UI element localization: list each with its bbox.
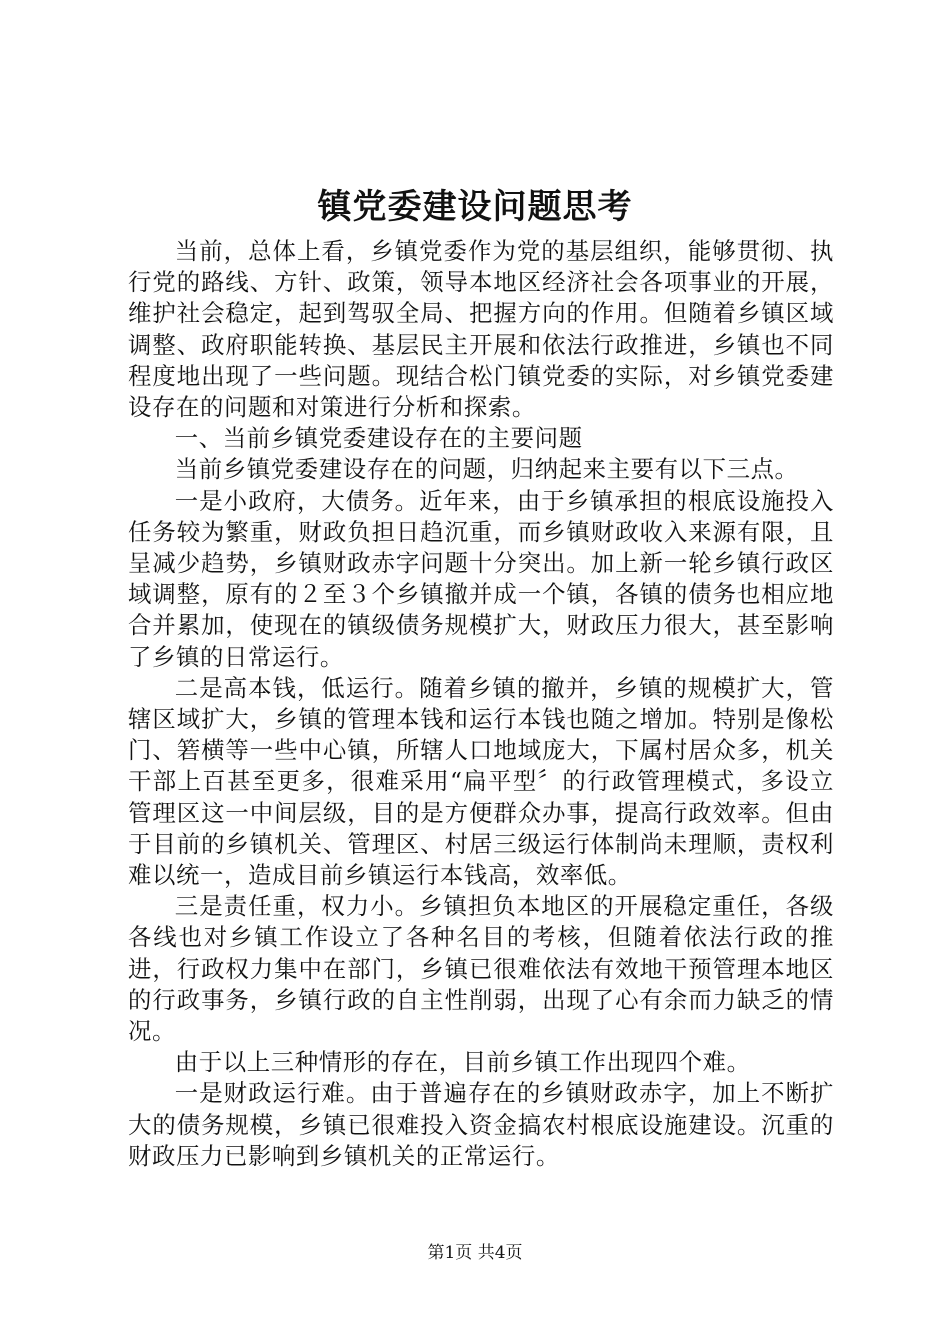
paragraph-point-3: 三是责任重，权力小。乡镇担负本地区的开展稳定重任，各级各线也对乡镇工作设立了各种名目的考核，但随着依法行政的推进，行政权力集中在部门，乡镇已很难依法有效地干预管理本地区的行政事务，乡镇行政的自主性削弱，出现了心有余而力缺乏的情况。 — [128, 892, 834, 1046]
paragraph-point-1: 一是小政府，大债务。近年来，由于乡镇承担的根底设施投入任务较为繁重，财政负担日趋沉重，而乡镇财政收入来源有限，且呈减少趋势，乡镇财政赤字问题十分突出。加上新一轮乡镇行政区域调整，原有的２至３个乡镇撤并成一个镇，各镇的债务也相应地合并累加，使现在的镇级债务规模扩大，财政压力很大，甚至影响了乡镇的日常运行。 — [128, 486, 834, 671]
paragraph-four-difficulties: 由于以上三种情形的存在，目前乡镇工作出现四个难。 — [174, 1048, 751, 1077]
paragraph-summary: 当前乡镇党委建设存在的问题，归纳起来主要有以下三点。 — [174, 455, 799, 484]
section-heading-1: 一、当前乡镇党委建设存在的主要问题 — [174, 424, 583, 453]
page-footer: 第1页 共4页 — [427, 1243, 523, 1263]
paragraph-intro: 当前，总体上看，乡镇党委作为党的基层组织，能够贯彻、执行党的路线、方针、政策，领导本地区经济社会各项事业的开展，维护社会稳定，起到驾驭全局、把握方向的作用。但随着乡镇区域调整、政府职能转换、基层民主开展和依法行政推进，乡镇也不同程度地出现了一些问题。现结合松门镇党委的实际，对乡镇党委建设存在的问题和对策进行分析和探索。 — [128, 237, 834, 422]
paragraph-difficulty-1: 一是财政运行难。由于普遍存在的乡镇财政赤字，加上不断扩大的债务规模，乡镇已很难投入资金搞农村根底设施建设。沉重的财政压力已影响到乡镇机关的正常运行。 — [128, 1079, 834, 1170]
document-title: 镇党委建设问题思考 — [317, 187, 633, 227]
document-body — [128, 236, 834, 1172]
paragraph-point-2: 二是高本钱，低运行。随着乡镇的撤并，乡镇的规模扩大，管辖区域扩大，乡镇的管理本钱和运行本钱也随之增加。特别是像松门、箬横等一些中心镇，所辖人口地域庞大，下属村居众多，机关干部上百甚至更多，很难采用“扁平型〞的行政管理模式，多设立管理区这一中间层级，目的是方便群众办事，提高行政效率。但由于目前的乡镇机关、管理区、村居三级运行体制尚未理顺，责权利难以统一，造成目前乡镇运行本钱高，效率低。 — [128, 673, 834, 890]
